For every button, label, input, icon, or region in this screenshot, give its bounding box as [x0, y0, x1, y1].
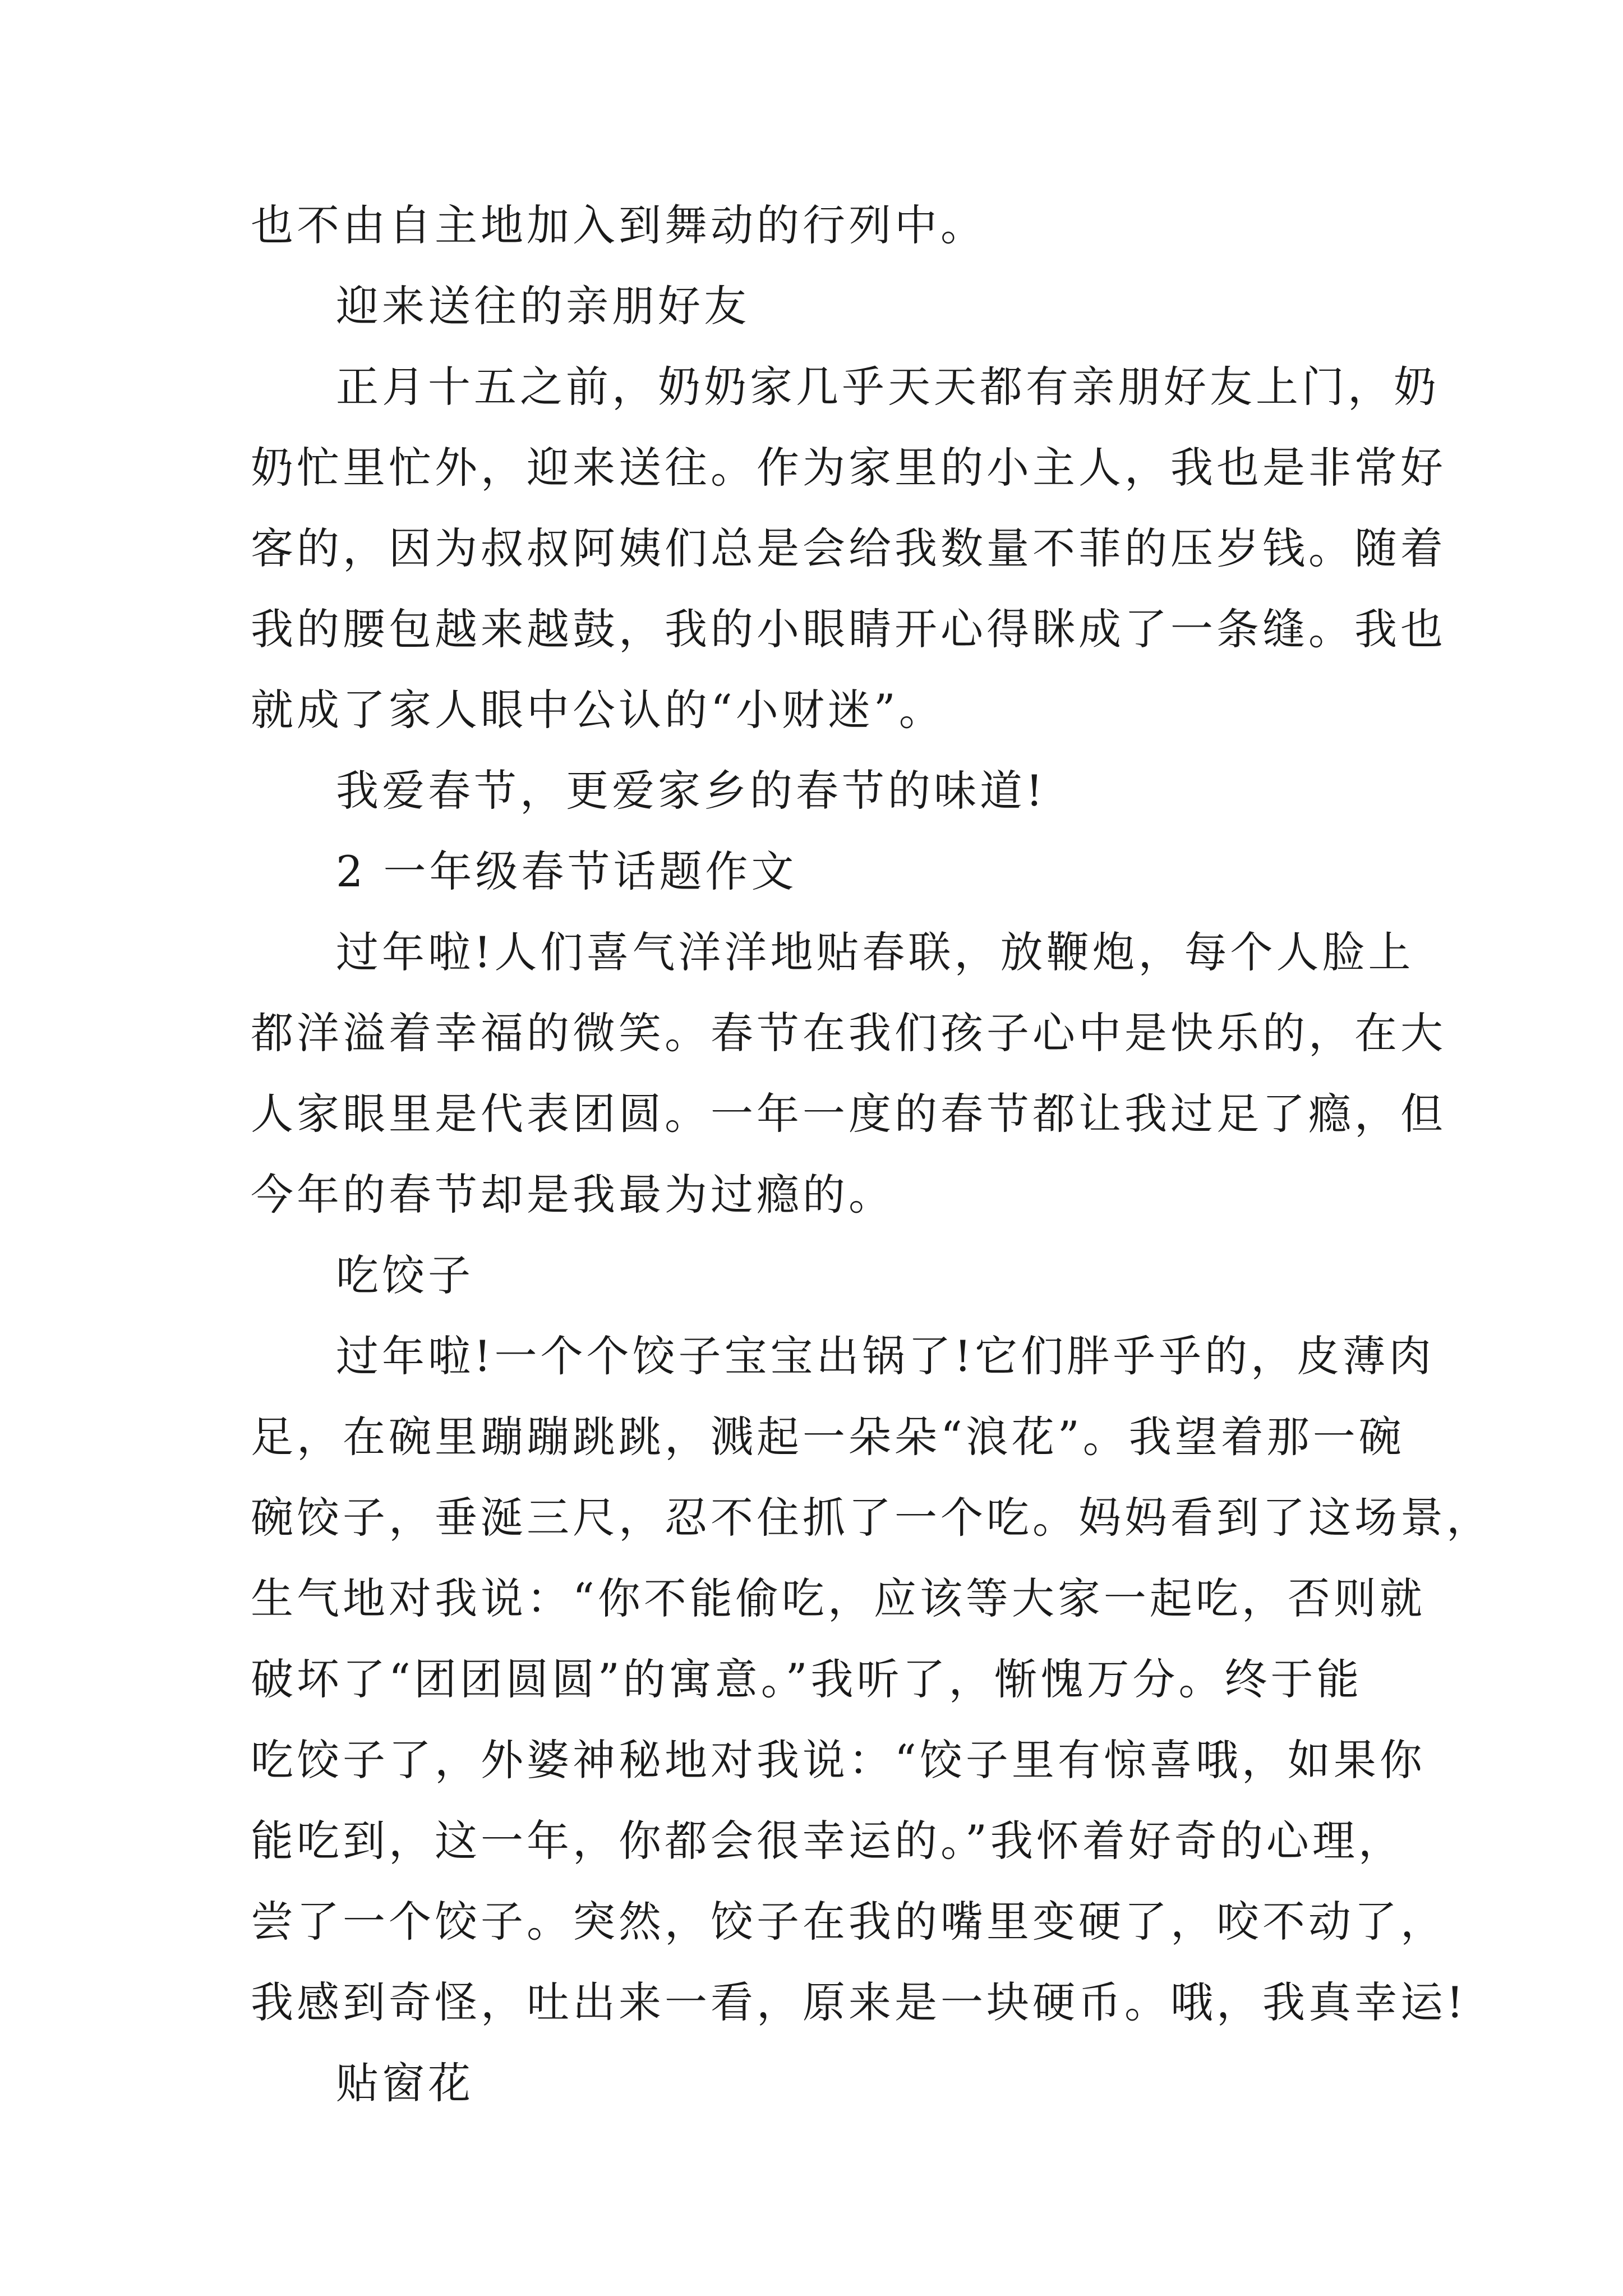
- text-line: 过年啦!一个个饺子宝宝出锅了!它们胖乎乎的，皮薄肉: [336, 1331, 1435, 1381]
- text-line: 今年的春节却是我最为过瘾的。: [251, 1170, 895, 1220]
- text-line: 就成了家人眼中公认的“小财迷”。: [251, 685, 945, 735]
- text-line: 客的，因为叔叔阿姨们总是会给我数量不菲的压岁钱。随着: [251, 523, 1446, 573]
- text-line: 碗饺子，垂涎三尺，忍不住抓了一个吃。妈妈看到了这场景，: [251, 1493, 1492, 1543]
- text-line: 我爱春节，更爱家乡的春节的味道!: [336, 766, 1046, 816]
- section-heading: 迎来送往的亲朋好友: [336, 281, 750, 331]
- section-heading: 贴窗花: [336, 2058, 474, 2108]
- text-line: 都洋溢着幸福的微笑。春节在我们孩子心中是快乐的，在大: [251, 1008, 1446, 1058]
- essay-body: [251, 185, 1492, 2124]
- text-line: 也不由自主地加入到舞动的行列中。: [251, 200, 986, 250]
- text-line: 能吃到，这一年，你都会很幸运的。”我怀着好奇的心理，: [251, 1816, 1404, 1866]
- text-line: 生气地对我说：“你不能偷吃，应该等大家一起吃，否则就: [251, 1573, 1426, 1623]
- essay-title: 2 一年级春节话题作文: [336, 846, 797, 896]
- text-line: 吃饺子了，外婆神秘地对我说：“饺子里有惊喜哦，如果你: [251, 1735, 1426, 1785]
- text-line: 奶忙里忙外，迎来送往。作为家里的小主人，我也是非常好: [251, 443, 1446, 493]
- text-line: 足，在碗里蹦蹦跳跳，溅起一朵朵“浪花”。我望着那一碗: [251, 1412, 1405, 1462]
- section-heading: 吃饺子: [336, 1250, 474, 1300]
- text-line: 正月十五之前，奶奶家几乎天天都有亲朋好友上门，奶: [336, 362, 1440, 412]
- text-line: 我的腰包越来越鼓，我的小眼睛开心得眯成了一条缝。我也: [251, 604, 1446, 654]
- text-line: 我感到奇怪，吐出来一看，原来是一块硬币。哦，我真幸运!: [251, 1977, 1467, 2027]
- text-line: 破坏了“团团圆圆”的寓意。”我听了，惭愧万分。终于能: [251, 1654, 1363, 1704]
- text-line: 尝了一个饺子。突然，饺子在我的嘴里变硬了，咬不动了，: [251, 1897, 1446, 1947]
- text-line: 人家眼里是代表团圆。一年一度的春节都让我过足了瘾，但: [251, 1089, 1446, 1139]
- text-line: 过年啦!人们喜气洋洋地贴春联，放鞭炮，每个人脸上: [336, 927, 1414, 977]
